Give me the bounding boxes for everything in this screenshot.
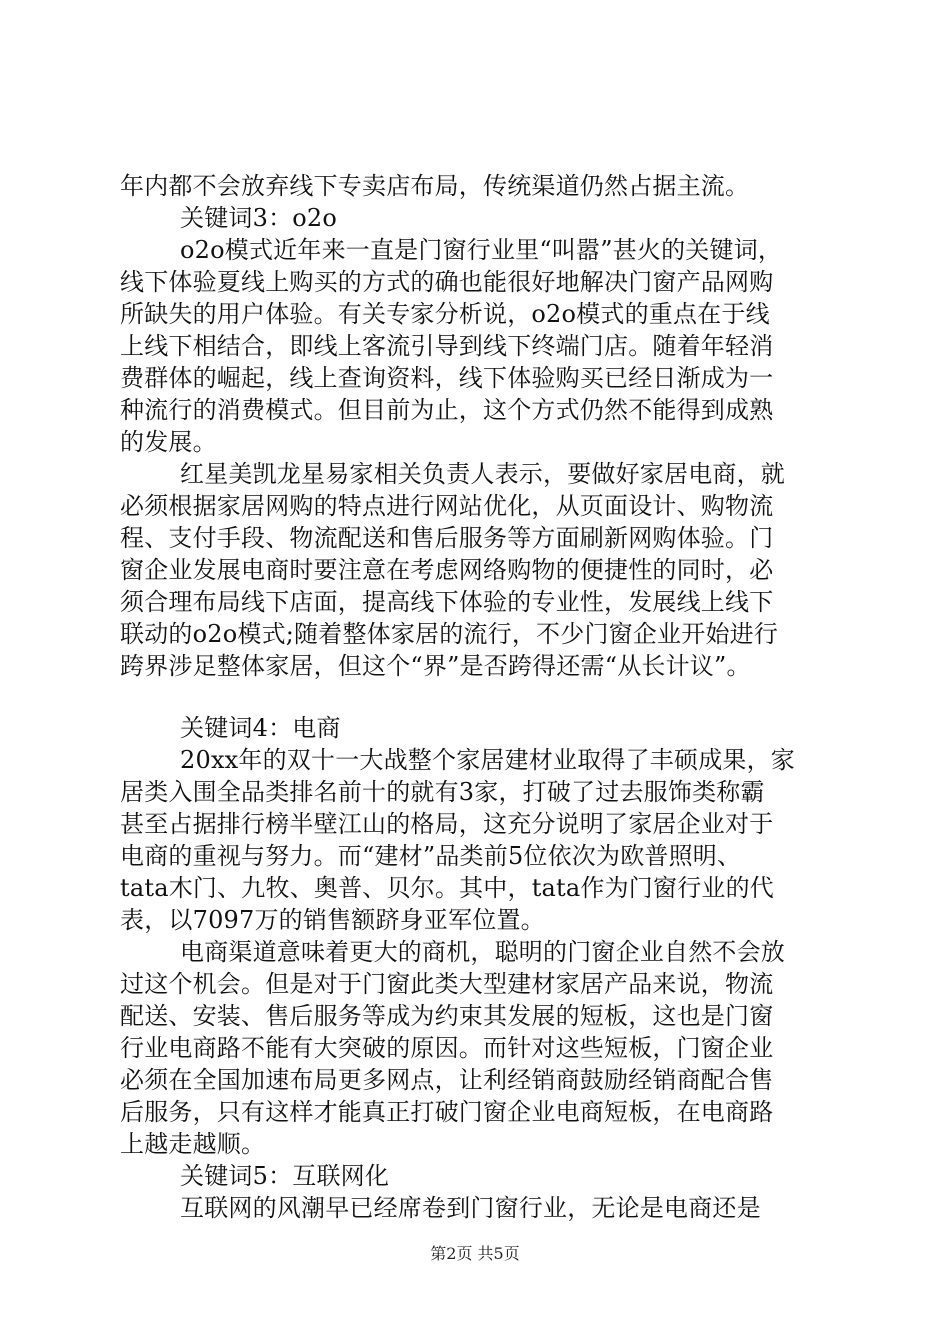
section-heading-keyword-4: 关键词4：电商 bbox=[180, 714, 341, 742]
paragraph-line: 须合理布局线下店面，提高线下体验的专业性，发展线上线下 bbox=[120, 588, 774, 616]
section-heading-keyword-3: 关键词3：o2o bbox=[180, 204, 338, 232]
paragraph-line: 年内都不会放弃线下专卖店布局，传统渠道仍然占据主流。 bbox=[120, 172, 750, 200]
paragraph-line: 后服务，只有这样才能真正打破门窗企业电商短板，在电商路 bbox=[120, 1098, 774, 1126]
paragraph-line: 所缺失的用户体验。有关专家分析说，o2o模式的重点在于线 bbox=[120, 300, 770, 328]
paragraph-line: 互联网的风潮早已经席卷到门窗行业，无论是电商还是 bbox=[180, 1194, 761, 1222]
paragraph-line: 居类入围全品类排名前十的就有3家，打破了过去服饰类称霸 bbox=[120, 778, 765, 806]
paragraph-line: 表，以7097万的销售额跻身亚军位置。 bbox=[120, 906, 545, 934]
paragraph-line: 费群体的崛起，线上查询资料，线下体验购买已经日渐成为一 bbox=[120, 364, 774, 392]
section-heading-keyword-5: 关键词5：互联网化 bbox=[180, 1162, 390, 1190]
paragraph-line: 联动的o2o模式;随着整体家居的流行，不少门窗企业开始进行 bbox=[120, 620, 779, 648]
document-body bbox=[120, 170, 840, 1224]
paragraph-line: o2o模式近年来一直是门窗行业里“叫嚣”甚火的关键词， bbox=[180, 236, 783, 264]
paragraph-line: 线下体验夏线上购买的方式的确也能很好地解决门窗产品网购 bbox=[120, 268, 774, 296]
paragraph-line: 过这个机会。但是对于门窗此类大型建材家居产品来说，物流 bbox=[120, 970, 774, 998]
paragraph-line: 程、支付手段、物流配送和售后服务等方面刷新网购体验。门 bbox=[120, 524, 774, 552]
page-number-footer: 第2页 共5页 bbox=[430, 1244, 520, 1263]
paragraph-line: 20xx年的双十一大战整个家居建材业取得了丰硕成果，家 bbox=[180, 746, 796, 774]
paragraph-line: 上线下相结合，即线上客流引导到线下终端门店。随着年轻消 bbox=[120, 332, 774, 360]
paragraph-line: 跨界涉足整体家居，但这个“界”是否跨得还需“从长计议”。 bbox=[120, 652, 751, 680]
paragraph-line: 上越走越顺。 bbox=[120, 1130, 266, 1158]
paragraph-line: 配送、安装、售后服务等成为约束其发展的短板，这也是门窗 bbox=[120, 1002, 774, 1030]
paragraph-line: 的发展。 bbox=[120, 428, 217, 456]
paragraph-line: 行业电商路不能有大突破的原因。而针对这些短板，门窗企业 bbox=[120, 1034, 774, 1062]
paragraph-line: tata木门、九牧、奥普、贝尔。其中，tata作为门窗行业的代 bbox=[120, 874, 775, 902]
paragraph-line: 必须根据家居网购的特点进行网站优化，从页面设计、购物流 bbox=[120, 492, 774, 520]
paragraph-line: 红星美凯龙星易家相关负责人表示，要做好家居电商，就 bbox=[180, 460, 785, 488]
paragraph-line: 电商的重视与努力。而“建材”品类前5位依次为欧普照明、 bbox=[120, 842, 742, 870]
paragraph-line: 电商渠道意味着更大的商机，聪明的门窗企业自然不会放 bbox=[180, 938, 785, 966]
paragraph-line: 甚至占据排行榜半壁江山的格局，这充分说明了家居企业对于 bbox=[120, 810, 774, 838]
paragraph-spacer bbox=[120, 682, 840, 712]
paragraph-line: 种流行的消费模式。但目前为止，这个方式仍然不能得到成熟 bbox=[120, 396, 774, 424]
paragraph-line: 必须在全国加速布局更多网点，让利经销商鼓励经销商配合售 bbox=[120, 1066, 774, 1094]
paragraph-line: 窗企业发展电商时要注意在考虑网络购物的便捷性的同时，必 bbox=[120, 556, 774, 584]
